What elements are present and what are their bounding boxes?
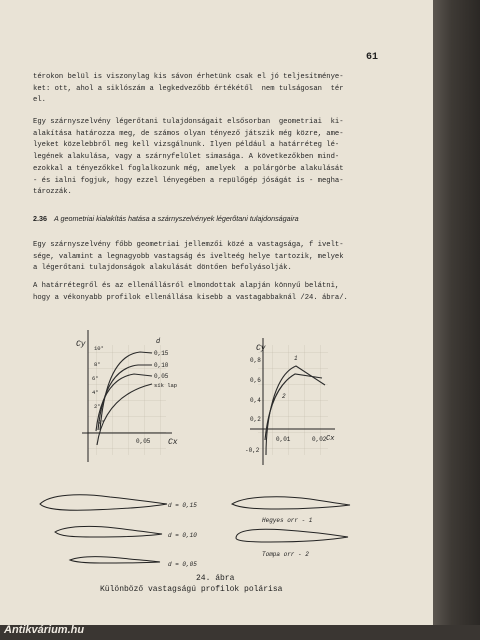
angle-label-4: 4° (92, 389, 99, 396)
left-curve-label-4: sík lap (154, 382, 178, 389)
angle-label-0: 0° (98, 419, 105, 426)
page-edge-shadow (433, 0, 480, 640)
right-profiles (232, 497, 350, 558)
angle-label-2: 2° (94, 403, 101, 410)
angle-label-8: 8° (94, 361, 101, 368)
right-curve-label-1: 1 (294, 355, 298, 362)
watermark-logo: Antikvárium.hu (4, 624, 85, 636)
profile-blunt-nose (236, 529, 348, 542)
left-curve-label-2: 0,10 (154, 362, 169, 369)
figure-caption-number: 24. ábra (196, 574, 235, 583)
angle-label-10: 10° (94, 345, 104, 352)
left-curve-label-1: 0,15 (154, 350, 169, 357)
left-polar-plot (76, 330, 178, 462)
right-y-label: Cy (256, 344, 266, 353)
right-y-tick-2: 0,6 (250, 377, 261, 384)
right-x-label: Cx (326, 435, 335, 443)
profile-label-thin: d = 0,05 (168, 561, 197, 568)
left-d-header: d (156, 338, 161, 346)
paragraph-4: A határrétegről és az ellenállásról elmondottak alapján könnyű belátni, hogy a vékonyabb profilok ellenállása kisebb a vastagabbaknál /24. ábra/. (33, 282, 348, 302)
angle-label-6: 6° (92, 375, 99, 382)
right-x-tick-2: 0,02 (312, 436, 327, 443)
profile-label-thick: d = 0,15 (168, 502, 197, 509)
right-y-tick-3: 0,4 (250, 397, 261, 404)
profile-label-blunt: Tompa orr - 2 (262, 551, 309, 558)
profile-label-medium: d = 0,10 (168, 532, 197, 539)
left-x-label: Cx (168, 438, 178, 447)
profile-label-sharp: Hegyes orr - 1 (262, 517, 313, 524)
section-title: A geometriai kialakítás hatása a szárnyszelvények légerőtani tulajdonságaira (54, 214, 299, 223)
left-curve-label-3: 0,05 (154, 373, 169, 380)
right-polar-plot (245, 338, 335, 465)
profile-medium (55, 526, 162, 537)
paragraph-1: térokon belül is viszonylag kis sávon érhetünk csak el jó teljesítménye- ket: ott, ahol a siklószám a legkedvezőbb értékétől nem tulságosan tér el. (33, 73, 344, 105)
left-y-label: Cy (76, 340, 86, 349)
right-y-tick-5: -0,2 (245, 447, 260, 454)
figure-caption-text: Különböző vastagságú profilok polárisa (100, 585, 283, 594)
section-number: 2.36 (33, 214, 47, 223)
profile-sharp-nose (232, 497, 350, 509)
right-x-tick-1: 0,01 (276, 436, 291, 443)
right-y-tick-1: 0,8 (250, 357, 261, 364)
profile-thin (70, 557, 160, 563)
page-number: 61 (366, 52, 379, 63)
left-profiles (40, 495, 197, 568)
paragraph-3: Egy szárnyszelvény főbb geometriai jellemzői közé a vastagsága, f ivelt- sége, valamint a legnagyobb vastagság és ivelteég helye tartozik, melyek a légerőtani tulajdonságok alakulását döntően befolyásolják. (33, 241, 344, 273)
left-x-tick: 0,05 (136, 438, 151, 445)
right-y-tick-4: 0,2 (250, 416, 261, 423)
profile-thick (40, 495, 167, 510)
paragraph-2: Egy szárnyszelvény légerőtani tulajdonságait elsősorban geometriai ki- alakítása határozza meg, de számos olyan tényező játszik még közre, ame- lyeket közelebbről meg kell vizsgálnunk. Ilyen például a határréteg lé- legének alakulása, vagy a szárnyfelület simasága. A következőkben mind- ezokkal a tényezőkkel foglalkozunk még, amelyek a polárgörbe alakulását - és ialni fogjuk, hogy ezzel lényegében a repülőgép jóságát is - megha- tározzák. (33, 118, 344, 197)
right-curve-label-2: 2 (282, 393, 286, 400)
